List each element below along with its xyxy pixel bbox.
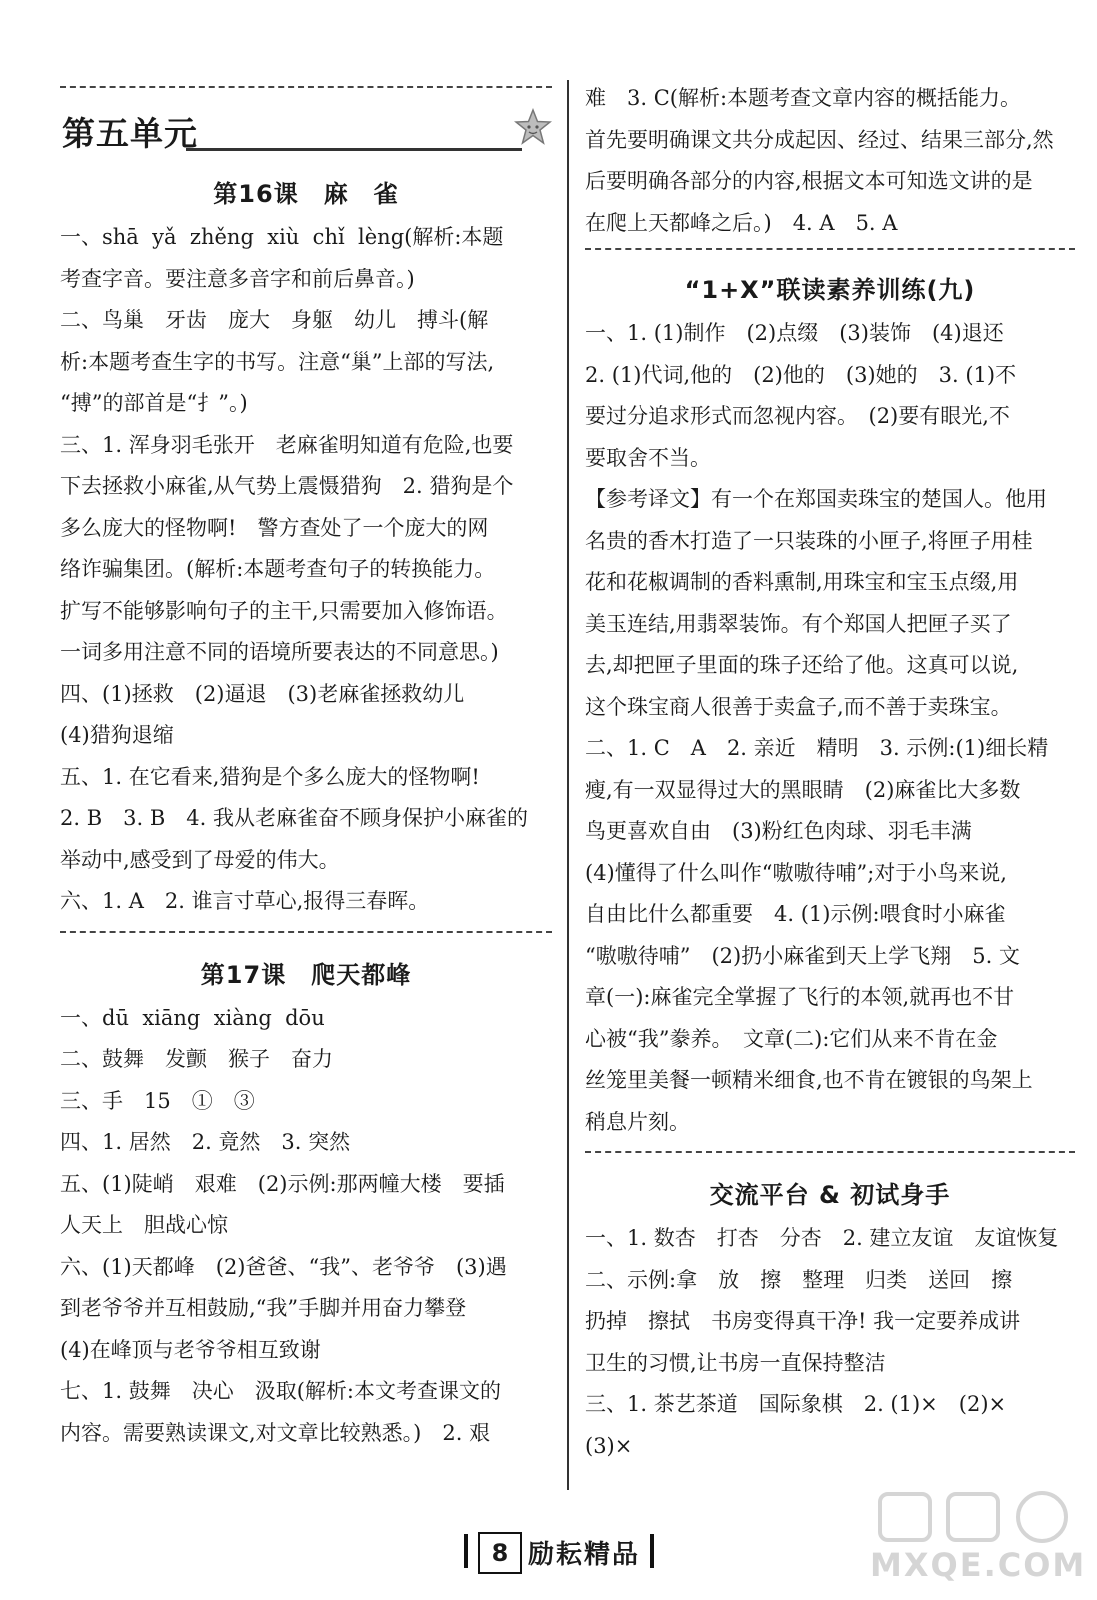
lesson-17-title: 第17课 爬天都峰 <box>200 960 412 989</box>
answer-line: 析:本题考查生字的书写。注意“巢”上部的写法, <box>60 349 495 374</box>
answer-line: 三、1. 浑身羽毛张开 老麻雀明知道有危险,也要 <box>60 432 514 457</box>
answer-line: 五、1. 在它看来,猎狗是个多么庞大的怪物啊! <box>60 764 480 789</box>
answer-line: 二、示例:拿 放 擦 整理 归类 送回 擦 <box>585 1267 1013 1292</box>
answer-line: 美玉连结,用翡翠装饰。有个郑国人把匣子买了 <box>585 611 1012 636</box>
answer-line: 三、1. 茶艺茶道 国际象棋 2. (1)× (2)× <box>585 1392 1007 1416</box>
watermark-text: MXQE.COM <box>870 1546 1087 1584</box>
answer-line: 二、鼓舞 发颤 猴子 奋力 <box>60 1047 333 1071</box>
answer-line: 二、鸟巢 牙齿 庞大 身躯 幼儿 搏斗(解 <box>60 308 489 332</box>
answer-line: (4)猎狗退缩 <box>60 723 174 747</box>
reading-training-title: “1+X”联读素养训练(九) <box>684 276 976 304</box>
answer-line: 在爬上天都峰之后。) 4. A 5. A <box>585 210 898 235</box>
answer-line: 到老爷爷并互相鼓励,“我”手脚并用奋力攀登 <box>60 1296 467 1320</box>
answer-line: 稍息片刻。 <box>585 1109 690 1134</box>
answer-line: 鸟更喜欢自由 (3)粉红色肉球、羽毛丰满 <box>585 819 972 843</box>
exchange-platform-answers <box>585 1218 1075 1467</box>
answer-line: 五、(1)陡峭 艰难 (2)示例:那两幢大楼 要插 <box>60 1171 505 1196</box>
unit-title-rule <box>186 148 522 151</box>
answer-line: 下去拯救小麻雀,从气势上震慑猎狗 2. 猎狗是个 <box>60 474 514 498</box>
watermark <box>870 1488 1087 1588</box>
answer-line: 扩写不能够影响句子的主干,只需要加入修饰语。 <box>60 598 508 623</box>
answer-line: 去,却把匣子里面的珠子还给了他。这真可以说, <box>585 653 1019 677</box>
answer-line: 瘦,有一双显得过大的黑眼睛 (2)麻雀比大多数 <box>585 777 1021 802</box>
unit-header <box>60 102 552 164</box>
answer-line: 这个珠宝商人很善于卖盒子,而不善于卖珠宝。 <box>585 694 1012 719</box>
answer-line: 一、1. (1)制作 (2)点缀 (3)装饰 (4)退还 <box>585 321 1004 345</box>
answer-line: 心被“我”豢养。 文章(二):它们从来不肯在金 <box>585 1026 998 1051</box>
answer-line: (4)懂得了什么叫作“嗷嗷待哺”;对于小鸟来说, <box>585 860 1007 885</box>
left-column <box>60 78 552 1454</box>
reading-training-answers <box>585 313 1075 1143</box>
unit-title: 第五单元 <box>62 114 198 153</box>
watermark-logo-icon <box>870 1488 1080 1548</box>
answer-line: 一词多用注意不同的语境所要表达的不同意思。) <box>60 640 499 664</box>
answer-line: 六、(1)天都峰 (2)爸爸、“我”、老爷爷 (3)遇 <box>60 1254 507 1279</box>
answer-line: “搏”的部首是“扌”。) <box>60 391 248 415</box>
answer-line: 人天上 胆战心惊 <box>60 1213 228 1237</box>
answer-line: 2. B 3. B 4. 我从老麻雀奋不顾身保护小麻雀的 <box>60 806 528 830</box>
answer-line: 四、(1)拯救 (2)逼退 (3)老麻雀拯救幼儿 <box>60 681 465 706</box>
answer-line: 【参考译文】有一个在郑国卖珠宝的楚国人。他用 <box>585 487 1047 511</box>
answer-line: 一、shā yǎ zhěng xiù chǐ lèng(解析:本题 <box>60 225 504 249</box>
footer-bar-right <box>650 1534 654 1568</box>
answer-line: 七、1. 鼓舞 决心 汲取(解析:本文考查课文的 <box>60 1379 501 1403</box>
answer-line: 一、1. 数杏 打杏 分杏 2. 建立友谊 友谊恢复 <box>585 1226 1059 1250</box>
right-column <box>585 78 1075 1467</box>
answer-line: 扔掉 擦拭 书房变得真干净! 我一定要养成讲 <box>585 1309 1021 1333</box>
dashed-separator <box>60 86 552 88</box>
dashed-separator <box>60 931 552 933</box>
answer-line: 名贵的香木打造了一只装珠的小匣子,将匣子用桂 <box>585 528 1033 553</box>
answer-line: 后要明确各部分的内容,根据文本可知选文讲的是 <box>585 169 1033 193</box>
answer-line: 二、1. C A 2. 亲近 精明 3. 示例:(1)细长精 <box>585 736 1049 760</box>
lesson-16-answers <box>60 217 552 923</box>
answer-line: 一、dū xiāng xiàng dōu <box>60 1005 325 1030</box>
answer-line: 六、1. A 2. 谁言寸草心,报得三春晖。 <box>60 889 430 913</box>
lesson-16-title: 第16课 麻 雀 <box>213 180 399 208</box>
footer-bar-left <box>464 1534 468 1568</box>
answer-line: 首先要明确课文共分成起因、经过、结果三部分,然 <box>585 127 1054 152</box>
answer-line: (4)在峰顶与老爷爷相互致谢 <box>60 1337 321 1362</box>
answer-line: 络诈骗集团。(解析:本题考查句子的转换能力。 <box>60 557 496 581</box>
lesson-17-answers <box>60 998 552 1455</box>
answer-line: 花和花椒调制的香料熏制,用珠宝和宝玉点缀,用 <box>585 570 1019 594</box>
answer-line: 举动中,感受到了母爱的伟大。 <box>60 847 340 872</box>
answer-line: 丝笼里美餐一顿精米细食,也不肯在镀银的鸟架上 <box>585 1068 1033 1092</box>
answer-line: 三、手 15 ① ③ <box>60 1088 255 1113</box>
answer-line: 难 3. C(解析:本题考查文章内容的概括能力。 <box>585 86 1022 110</box>
answer-line: 2. (1)代词,他的 (2)他的 (3)她的 3. (1)不 <box>585 362 1017 387</box>
answer-line: “嗷嗷待哺” (2)扔小麻雀到天上学飞翔 5. 文 <box>585 943 1020 968</box>
lesson-17-continued <box>585 78 1075 244</box>
column-divider <box>567 80 569 1490</box>
answer-line: 要过分追求形式而忽视内容。 (2)要有眼光,不 <box>585 404 1010 428</box>
page-number: 8 <box>478 1532 522 1574</box>
answer-line: 多么庞大的怪物啊! 警方查处了一个庞大的网 <box>60 515 489 540</box>
answer-line: (3)× <box>585 1433 633 1458</box>
answer-line: 卫生的习惯,让书房一直保持整洁 <box>585 1350 886 1375</box>
answer-line: 四、1. 居然 2. 竟然 3. 突然 <box>60 1130 351 1154</box>
dashed-separator <box>585 1151 1075 1153</box>
page-footer <box>462 1530 658 1574</box>
star-icon <box>514 108 552 146</box>
answer-line: 内容。需要熟读课文,对文章比较熟悉。) 2. 艰 <box>60 1420 491 1445</box>
answer-line: 章(一):麻雀完全掌握了飞行的本领,就再也不甘 <box>585 985 1015 1009</box>
exchange-platform-title: 交流平台 & 初试身手 <box>709 1181 951 1209</box>
dashed-separator <box>585 248 1075 250</box>
answer-line: 自由比什么都重要 4. (1)示例:喂食时小麻雀 <box>585 902 1006 926</box>
answer-line: 要取舍不当。 <box>585 445 711 470</box>
brand-name: 励耘精品 <box>528 1540 641 1570</box>
answer-line: 考查字音。要注意多音字和前后鼻音。) <box>60 266 415 291</box>
